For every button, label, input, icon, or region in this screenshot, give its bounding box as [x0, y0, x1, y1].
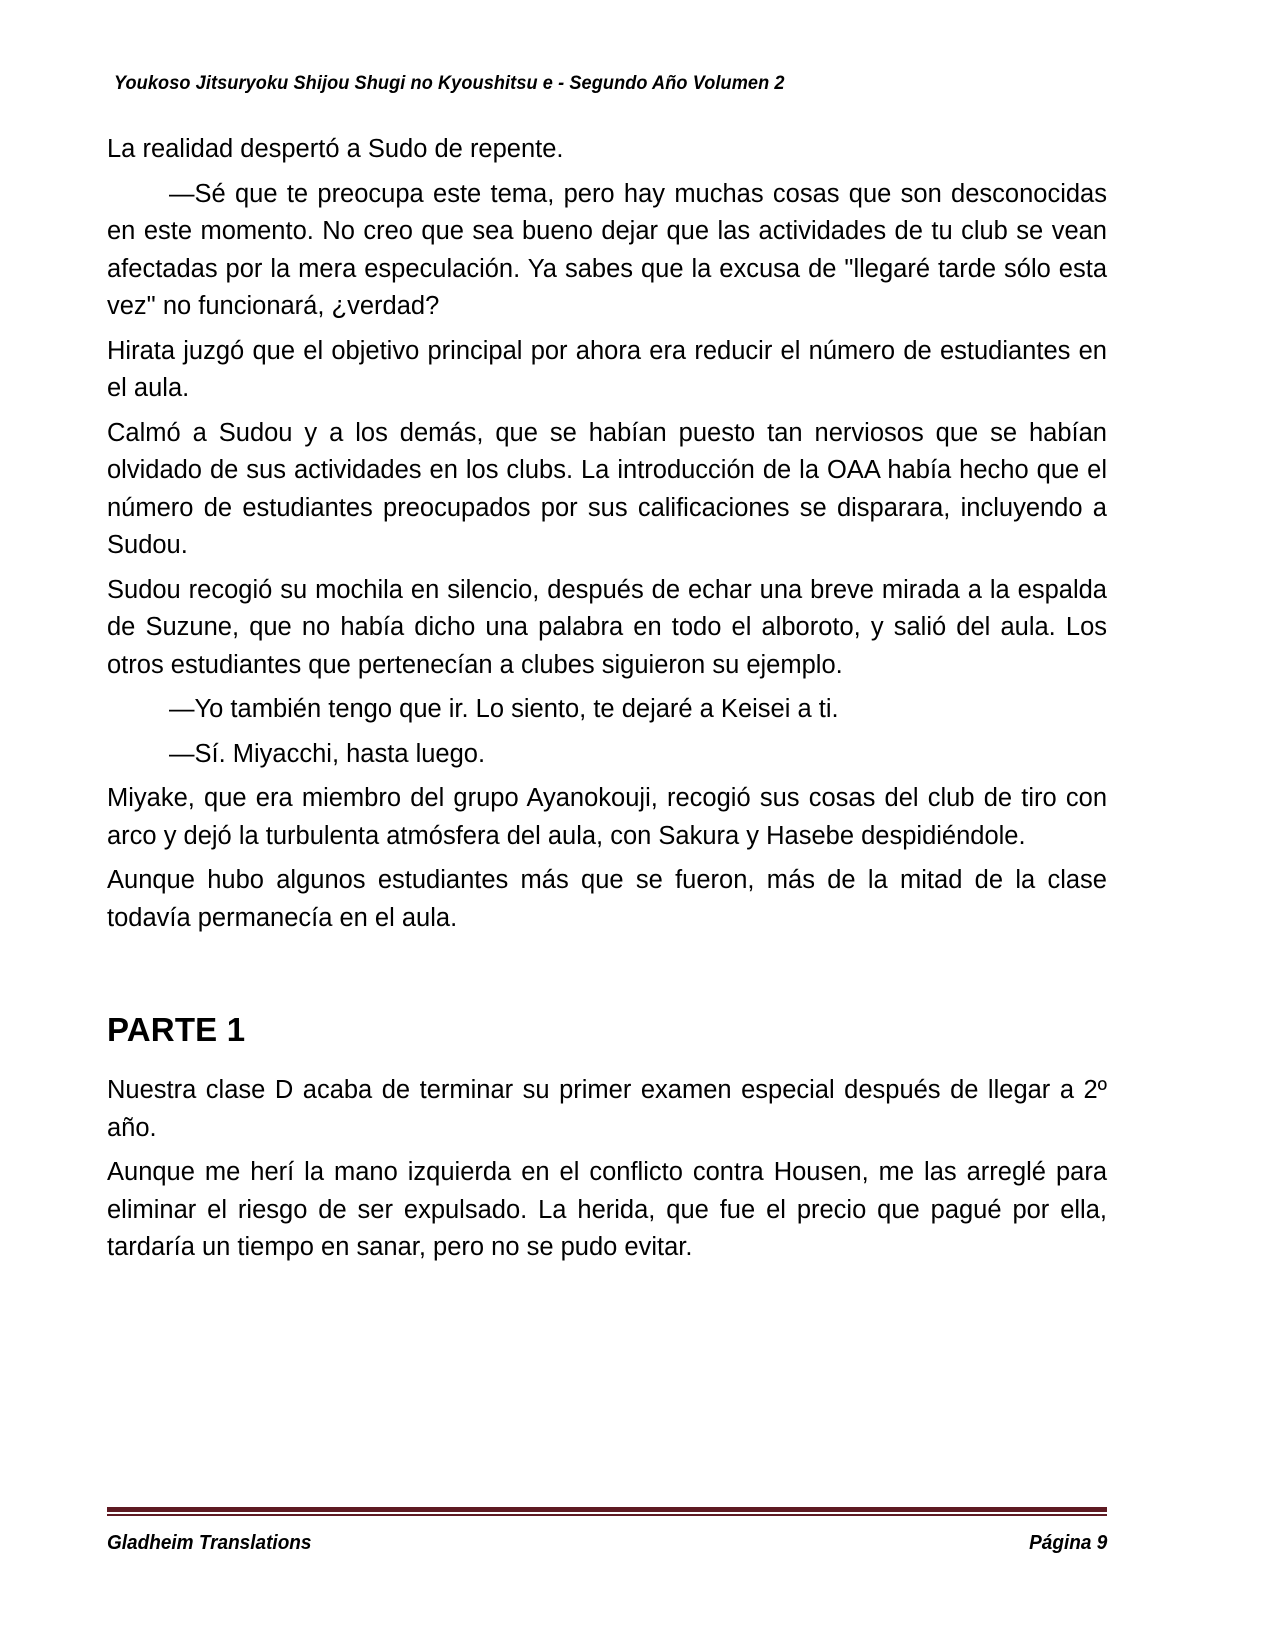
- paragraph-dialogue: —Yo también tengo que ir. Lo siento, te dejaré a Keisei a ti.: [169, 695, 839, 723]
- footer-page-number: Página 9: [1028, 1532, 1107, 1554]
- heading-spacer: [107, 944, 1107, 1010]
- paragraph: Calmó a Sudou y a los demás, que se habían puesto tan nerviosos que se habían olvidado de sus actividades en los clubs. La introducción de la OAA había hecho que el número de estudiantes preocupados por sus calificaciones se disparara, incluyendo a Sudou.: [107, 418, 1107, 559]
- paragraph: La realidad despertó a Sudo de repente.: [107, 135, 564, 163]
- page-header: [114, 72, 1161, 95]
- paragraph: Aunque me herí la mano izquierda en el conflicto contra Housen, me las arreglé para eliminar el riesgo de ser expulsado. La herida, que fue el precio que pagué por ella, tardaría un tiempo en sanar, pero no se pudo evitar.: [107, 1158, 1107, 1261]
- paragraph: Nuestra clase D acaba de terminar su primer examen especial después de llegar a 2º año.: [107, 1076, 1107, 1142]
- footer-translator-credit: Gladheim Translations: [107, 1532, 312, 1554]
- paragraph-dialogue: —Sé que te preocupa este tema, pero hay muchas cosas que son desconocidas en este momento. No creo que sea bueno dejar que las actividades de tu club se vean afectadas por la mera especulación. Ya sabes que la excusa de "llegaré tarde sólo esta vez" no funcionará, ¿verdad?: [107, 179, 1107, 320]
- paragraph-dialogue: —Sí. Miyacchi, hasta luego.: [169, 739, 486, 768]
- paragraph: Aunque hubo algunos estudiantes más que se fueron, más de la mitad de la clase todavía permanecía en el aula.: [107, 866, 1107, 932]
- paragraph: Sudou recogió su mochila en silencio, después de echar una breve mirada a la espalda de Suzune, que no había dicho una palabra en todo el alboroto, y salió del aula. Los otros estudiantes que pertenecían a clubes siguieron su ejemplo.: [107, 575, 1107, 679]
- header-title: Youkoso Jitsuryoku Shijou Shugi no Kyoushitsu e - Segundo Año Volumen 2: [114, 72, 785, 94]
- section-heading-parte-1: PARTE 1: [107, 1011, 246, 1048]
- heading-spacer-bottom: [107, 1050, 1107, 1072]
- page-footer: [107, 1507, 1107, 1555]
- footer-row: [107, 1532, 1107, 1555]
- paragraph: Hirata juzgó que el objetivo principal por ahora era reducir el número de estudiantes en el aula.: [107, 336, 1107, 402]
- paragraph: Miyake, que era miembro del grupo Ayanokouji, recogió sus cosas del club de tiro con arco y dejó la turbulenta atmósfera del aula, con Sakura y Hasebe despidiéndole.: [107, 784, 1107, 850]
- footer-rule-thin: [107, 1514, 1107, 1516]
- page-body: [107, 131, 1107, 1274]
